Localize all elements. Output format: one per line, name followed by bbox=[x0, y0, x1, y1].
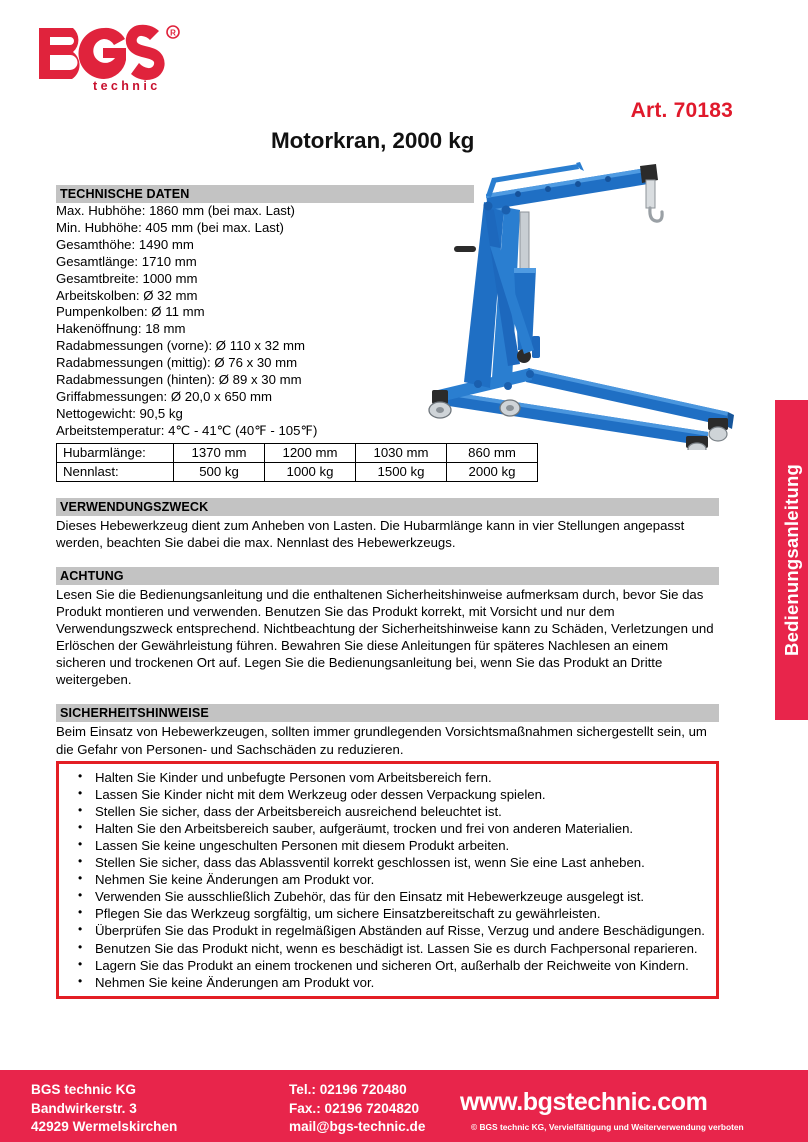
section-heading-sicherheitshinweise: SICHERHEITSHINWEISE bbox=[56, 704, 719, 722]
footer-contact-block bbox=[289, 1081, 425, 1137]
spec-item: Hakenöffnung: 18 mm bbox=[56, 321, 186, 337]
logo-subtext: technic bbox=[93, 79, 161, 93]
spec-item: Max. Hubhöhe: 1860 mm (bei max. Last) bbox=[56, 203, 295, 218]
section-verwendungszweck bbox=[56, 498, 719, 551]
list-item: • Pflegen Sie das Werkzeug sorgfältig, um sichere Einsatzbereitschaft zu gewährleisten. bbox=[95, 905, 708, 922]
purpose-body: Dieses Hebewerkzeug dient zum Anheben von Lasten. Die Hubarmlänge kann in vier Stellungen angepasst werden, beachten Sie dabei die max. Nennlast des Hebewerkzeugs. bbox=[56, 517, 685, 550]
attention-body: Lesen Sie die Bedienungsanleitung und die enthaltenen Sicherheitshinweise aufmerksam durch, bevor Sie das Produkt montieren und verwenden. Benutzen Sie das Produkt korrekt, mit Vorsicht und nur dem Verwendungszweck entsprechend. Nichtbeachtung der Sicherheitshinweise kann zu Schäden, Verletzungen und Erlöschen der Gewährleistung führen. Bewahren Sie diese Anleitungen für späteres Nachlesen an einem sicheren und trockenen Ort auf. Legen Sie die Bedienungsanleitung bei, wenn Sie das Produkt an Dritte weitergeben. bbox=[56, 586, 714, 688]
svg-text:R: R bbox=[170, 28, 176, 38]
list-item: • Verwenden Sie ausschließlich Zubehör, das für den Einsatz mit Hebewerkzeuge ausgelegt ist. bbox=[95, 888, 708, 905]
table-row bbox=[57, 462, 538, 481]
list-item: • Nehmen Sie keine Änderungen am Produkt vor. bbox=[95, 974, 708, 991]
table-row-label: Hubarmlänge: bbox=[57, 443, 174, 462]
section-heading-verwendungszweck: VERWENDUNGSZWECK bbox=[56, 498, 719, 516]
table-cell: 860 mm bbox=[447, 443, 538, 462]
page-footer bbox=[0, 1070, 808, 1142]
footer-company: BGS technic KG bbox=[31, 1082, 136, 1097]
registered-trademark-icon bbox=[167, 26, 179, 38]
footer-city: 42929 Wermelskirchen bbox=[31, 1119, 178, 1134]
safety-intro: Beim Einsatz von Hebewerkzeugen, sollten immer grundlegenden Vorsichtsmaßnahmen sichergestellt sein, um die Gefahr von Personen- und Sachschäden zu reduzieren. bbox=[56, 724, 707, 757]
footer-email[interactable]: mail@bgs-technic.de bbox=[289, 1119, 426, 1134]
footer-fax: Fax.: 02196 7204820 bbox=[289, 1100, 420, 1116]
side-tab-bedienungsanleitung bbox=[775, 400, 808, 720]
list-item: • Halten Sie den Arbeitsbereich sauber, aufgeräumt, trocken und frei von anderen Materialien. bbox=[95, 820, 708, 837]
section-achtung bbox=[56, 567, 719, 689]
table-cell: 1500 kg bbox=[356, 462, 447, 481]
section-sicherheitshinweise bbox=[56, 704, 719, 998]
spec-item: Arbeitskolben: Ø 32 mm bbox=[56, 287, 198, 303]
document-content bbox=[56, 185, 719, 999]
table-cell: 2000 kg bbox=[447, 462, 538, 481]
spec-item: Radabmessungen (vorne): Ø 110 x 32 mm bbox=[56, 338, 305, 354]
table-row bbox=[57, 443, 538, 462]
table-cell: 1030 mm bbox=[356, 443, 447, 462]
side-tab-label: Bedienungsanleitung bbox=[780, 464, 802, 656]
spec-item: Griffabmessungen: Ø 20,0 x 650 mm bbox=[56, 388, 272, 404]
list-item: • Stellen Sie sicher, dass der Arbeitsbereich ausreichend beleuchtet ist. bbox=[95, 803, 708, 820]
footer-tel: Tel.: 02196 720480 bbox=[289, 1082, 407, 1097]
table-cell: 1200 mm bbox=[265, 443, 356, 462]
table-cell: 1370 mm bbox=[174, 443, 265, 462]
article-number: Art. 70183 bbox=[630, 99, 733, 122]
spec-item: Arbeitstemperatur: 4℃ - 41℃ (40℉ - 105℉) bbox=[56, 422, 318, 438]
footer-copyright: © BGS technic KG, Vervielfältigung und Weiterverwendung verboten bbox=[471, 1122, 744, 1132]
bgs-logo-icon bbox=[33, 22, 193, 94]
table-row-label: Nennlast: bbox=[57, 462, 174, 481]
spec-item: Gesamtlänge: 1710 mm bbox=[56, 253, 197, 269]
spec-item: Nettogewicht: 90,5 kg bbox=[56, 405, 183, 421]
footer-website[interactable]: www.bgstechnic.com bbox=[460, 1088, 708, 1116]
list-item: • Lassen Sie Kinder nicht mit dem Werkzeug oder dessen Verpackung spielen. bbox=[95, 786, 708, 803]
spec-item: Radabmessungen (hinten): Ø 89 x 30 mm bbox=[56, 372, 302, 388]
page-title: Motorkran, 2000 kg bbox=[271, 128, 475, 153]
safety-bullet-list bbox=[67, 769, 708, 991]
spec-item: Gesamtbreite: 1000 mm bbox=[56, 270, 198, 286]
list-item: • Halten Sie Kinder und unbefugte Personen vom Arbeitsbereich fern. bbox=[95, 769, 708, 786]
spec-item: Pumpenkolben: Ø 11 mm bbox=[56, 304, 205, 320]
spec-item: Radabmessungen (mittig): Ø 76 x 30 mm bbox=[56, 355, 298, 371]
list-item: • Nehmen Sie keine Änderungen am Produkt vor. bbox=[95, 871, 708, 888]
load-capacity-table bbox=[56, 443, 538, 482]
bgs-logo bbox=[33, 22, 193, 94]
list-item: • Benutzen Sie das Produkt nicht, wenn es beschädigt ist. Lassen Sie es durch Fachpersonal reparieren. bbox=[95, 940, 708, 957]
table-cell: 1000 kg bbox=[265, 462, 356, 481]
section-heading-technische-daten: TECHNISCHE DATEN bbox=[56, 185, 474, 203]
list-item: • Stellen Sie sicher, dass das Ablassventil korrekt geschlossen ist, wenn Sie eine Last anheben. bbox=[95, 854, 708, 871]
technical-spec-list bbox=[56, 203, 719, 440]
list-item: • Lassen Sie keine ungeschulten Personen mit diesem Produkt arbeiten. bbox=[95, 837, 708, 854]
section-heading-achtung: ACHTUNG bbox=[56, 567, 719, 585]
list-item: • Überprüfen Sie das Produkt in regelmäßigen Abständen auf Risse, Verzug und andere Beschädigungen. bbox=[95, 922, 708, 939]
footer-street: Bandwirkerstr. 3 bbox=[31, 1100, 137, 1116]
footer-address-block bbox=[31, 1081, 177, 1137]
list-item: • Lagern Sie das Produkt an einem trockenen und sicheren Ort, außerhalb der Reichweite von Kindern. bbox=[95, 957, 708, 974]
table-cell: 500 kg bbox=[174, 462, 265, 481]
spec-item: Gesamthöhe: 1490 mm bbox=[56, 236, 194, 252]
safety-warning-box bbox=[56, 761, 719, 999]
spec-item: Min. Hubhöhe: 405 mm (bei max. Last) bbox=[56, 219, 284, 235]
